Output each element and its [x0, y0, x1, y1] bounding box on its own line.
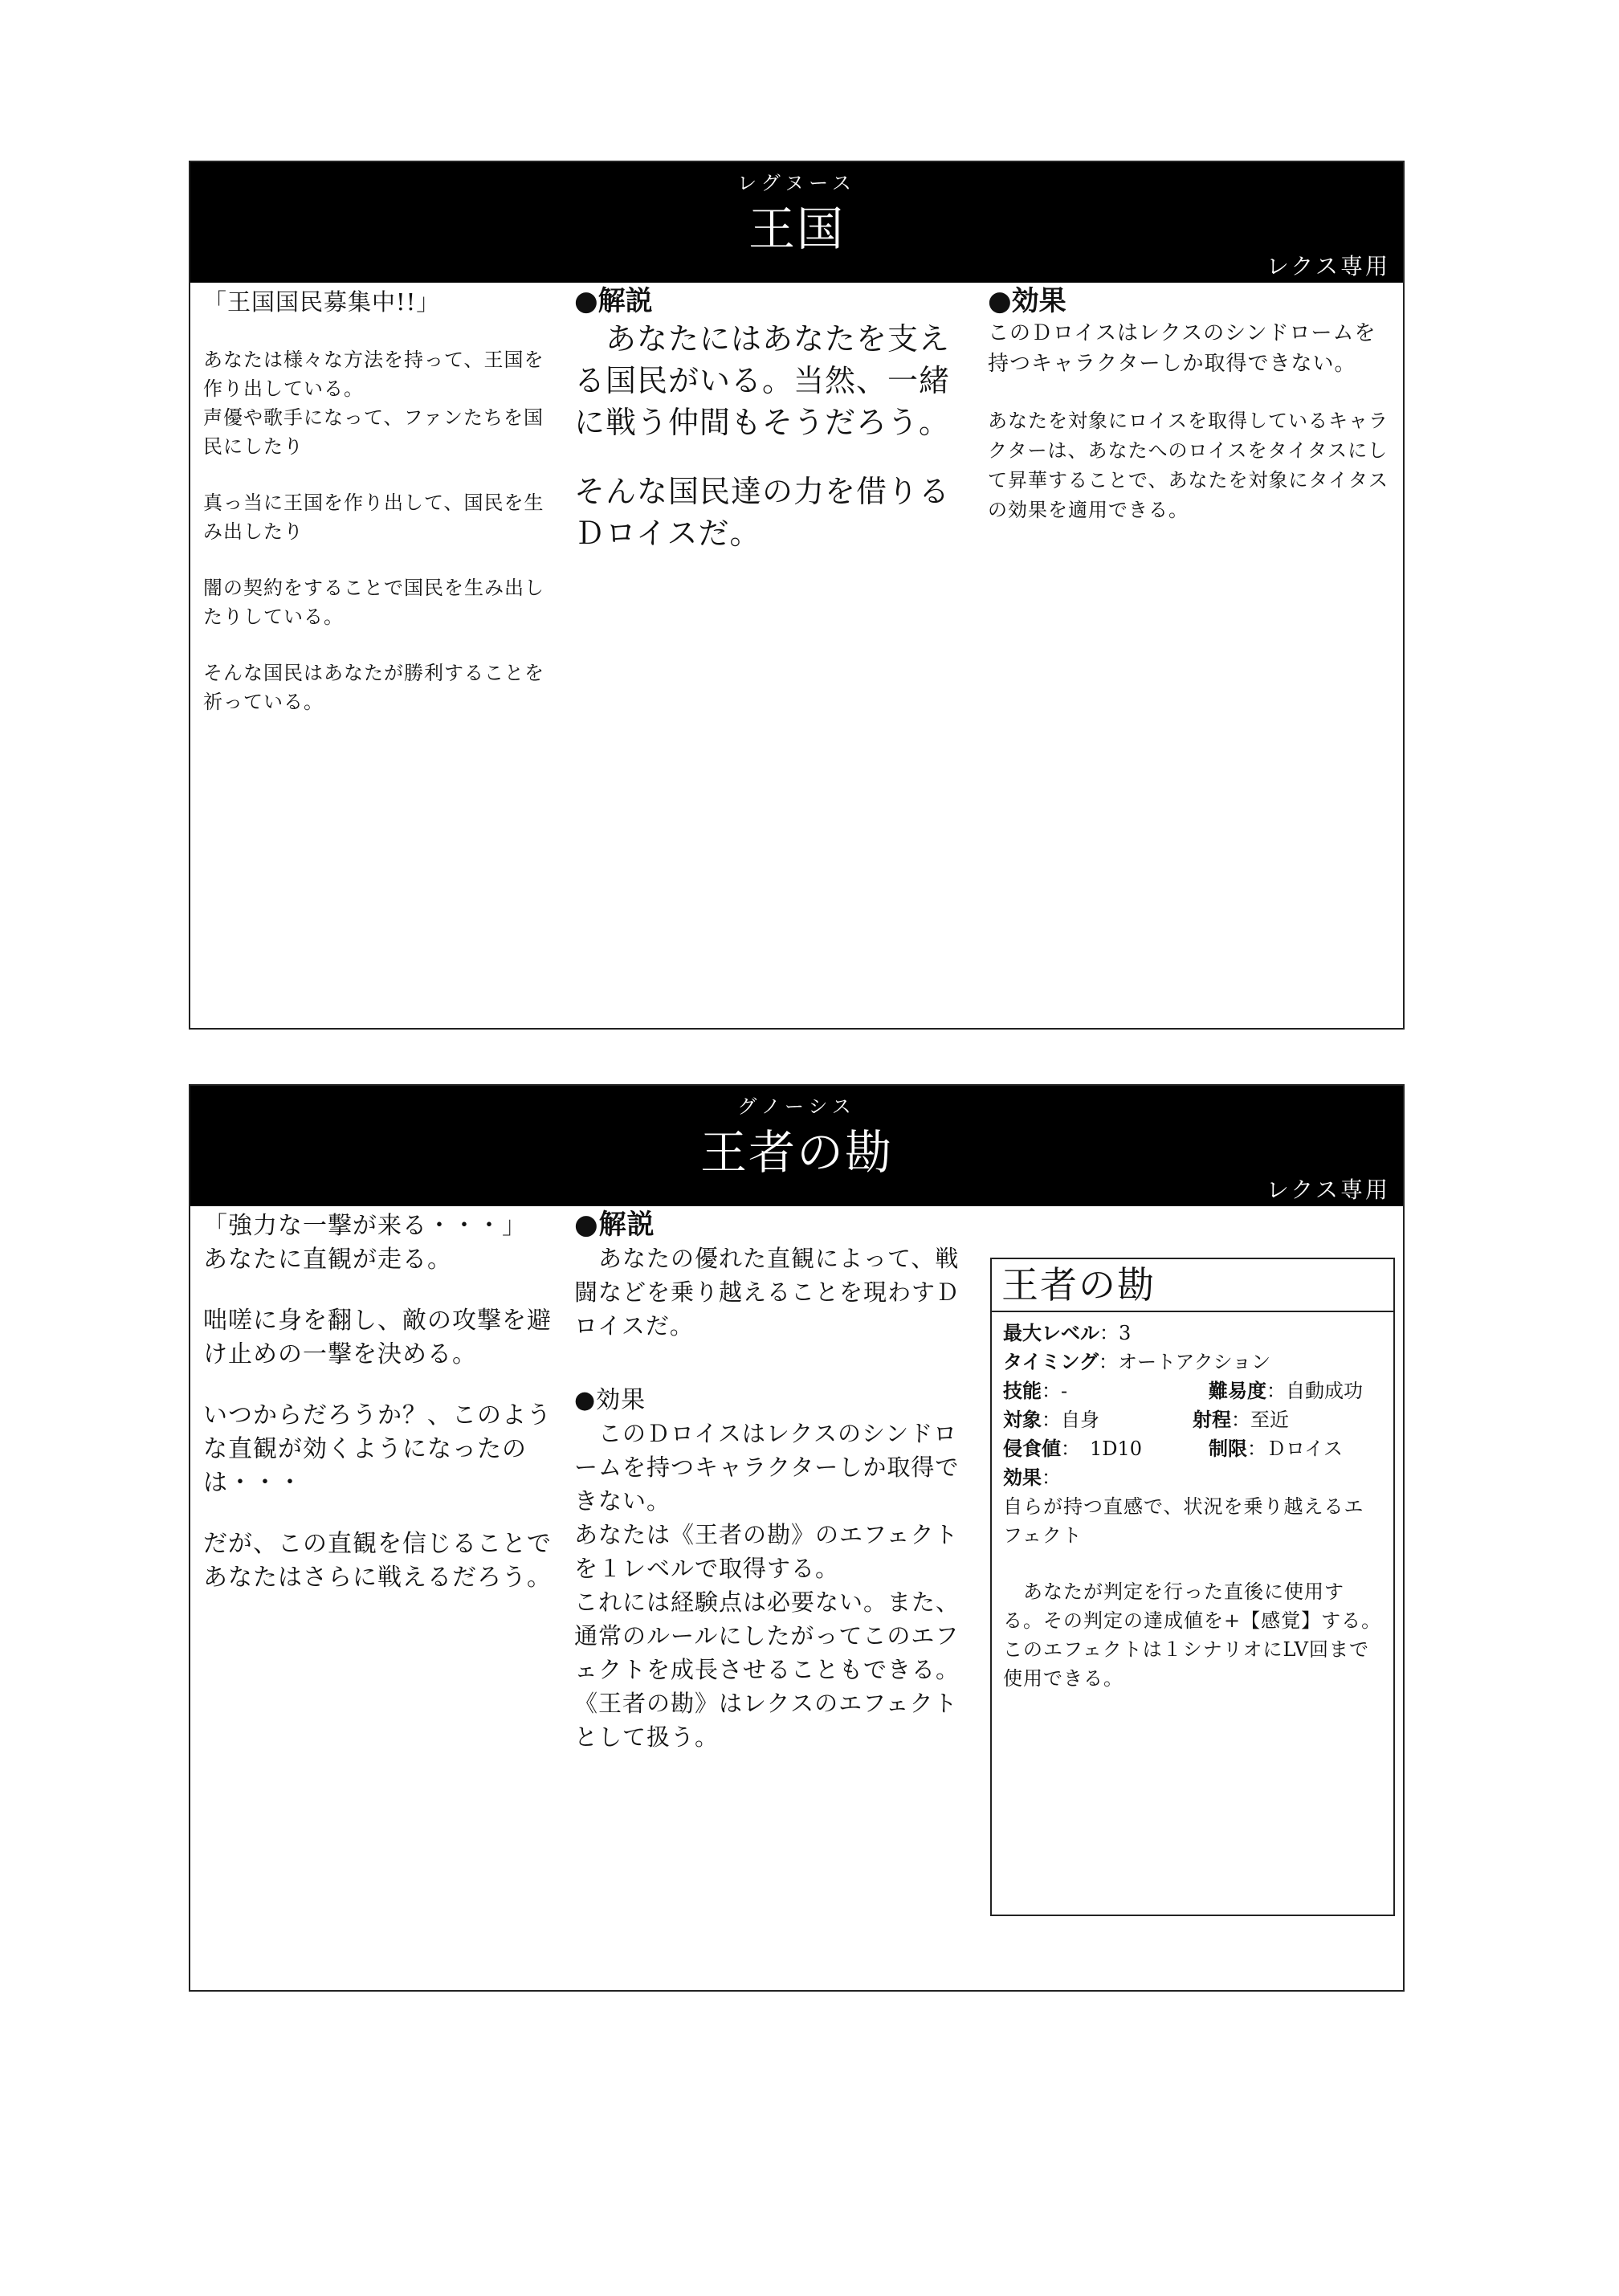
difficulty-cell: [1209, 1376, 1363, 1405]
range-label: 射程: [1193, 1409, 1231, 1431]
limit-value: ：Ｄロイス: [1247, 1438, 1344, 1460]
stat-row-max-level: [1003, 1319, 1382, 1348]
stat-row-target: [1003, 1405, 1382, 1434]
description-heading: ●解説: [574, 285, 653, 317]
flavor-paragraph: いつからだろうか？、このような直観が効くようになったのは・・・: [203, 1401, 552, 1497]
flavor-paragraph: だが、この直観を信じることであなたはさらに戦えるだろう。: [203, 1530, 552, 1592]
skill-value: ：-: [1042, 1380, 1068, 1402]
limit-cell: [1209, 1434, 1343, 1463]
effect-heading: ●効果: [574, 1386, 646, 1414]
card-title: 王者の勘: [699, 1125, 893, 1180]
skill-label: 技能: [1003, 1380, 1042, 1402]
flavor-column: [203, 1206, 557, 1595]
difficulty-value: ：自動成功: [1266, 1380, 1363, 1402]
description-text: あなたの優れた直観によって、戦闘などを乗り越えることを現わすＤロイスだ。: [574, 1245, 960, 1340]
effect-stat-box: [990, 1258, 1395, 1916]
effect-flavor-text: 自らが持つ直感で、状況を乗り越えるエフェクト: [1003, 1495, 1364, 1547]
effect-column: [988, 284, 1394, 525]
stat-row-erosion: [1003, 1434, 1382, 1463]
exclusive-tag: レクス専用: [1266, 253, 1390, 279]
flavor-paragraph: 闇の契約をすることで国民を生み出したりしている。: [203, 577, 544, 628]
effect-heading: ●効果: [988, 285, 1066, 317]
description-column: [574, 1208, 964, 1754]
effect-text: このＤロイスはレクスのシンドロームを持つキャラクターしか取得できない。: [988, 321, 1376, 376]
description-heading: ●解説: [574, 1209, 655, 1241]
target-label: 対象: [1003, 1409, 1042, 1431]
card-kings-intuition: [189, 1084, 1405, 1992]
card-header: [190, 1086, 1403, 1206]
difficulty-label: 難易度: [1209, 1380, 1266, 1402]
effect-stats: [992, 1312, 1393, 1699]
flavor-quote: 「王国国民募集中!!」: [203, 288, 441, 316]
card-kingdom: [189, 161, 1405, 1030]
timing-value: ：オートアクション: [1099, 1351, 1271, 1373]
flavor-paragraph: あなたに直観が走る。: [203, 1246, 452, 1274]
stat-row-timing: [1003, 1348, 1382, 1376]
stat-row-skill: [1003, 1376, 1382, 1405]
effect-name: 王者の勘: [992, 1259, 1393, 1312]
flavor-paragraph: 真っ当に王国を作り出して、国民を生み出したり: [203, 491, 544, 543]
flavor-paragraph: 咄嗟に身を翻し、敵の攻撃を避け止めの一撃を決める。: [203, 1307, 552, 1368]
effect-text: あなたを対象にロイスを取得しているキャラクターは、あなたへのロイスをタイタスにして昇華することで、あなたを対象にタイタスの効果を適用できる。: [988, 410, 1389, 521]
title-ruby: グノーシス: [737, 1095, 856, 1118]
description-column: [574, 284, 968, 554]
range-value: ：至近: [1231, 1409, 1289, 1431]
card-header: [190, 162, 1403, 283]
flavor-column: [203, 283, 549, 716]
effect-rules-text: あなたが判定を行った直後に使用する。その判定の達成値を+【感覚】する。 このエフェクトは１シナリオにLV回まで使用できる。: [1003, 1580, 1382, 1690]
range-cell: [1193, 1405, 1289, 1434]
stat-row-effect: [1003, 1463, 1382, 1492]
erosion-value: ： 1D10: [1061, 1438, 1143, 1460]
exclusive-tag: レクス専用: [1266, 1177, 1390, 1203]
timing-label: タイミング: [1003, 1351, 1099, 1373]
flavor-paragraph: あなたは様々な方法を持って、王国を作り出している。 声優や歌手になって、ファンたちを国民にしたり: [203, 349, 544, 458]
effect-label: 効果: [1003, 1466, 1042, 1489]
target-value: ：自身: [1042, 1409, 1099, 1431]
description-text: あなたにはあなたを支える国民がいる。当然、一緒に戦う仲間もそうだろう。: [574, 321, 951, 440]
effect-colon: ：: [1042, 1466, 1061, 1489]
title-ruby: レグヌース: [737, 172, 856, 194]
card-title: 王国: [748, 202, 845, 256]
erosion-label: 侵食値: [1003, 1438, 1061, 1460]
flavor-paragraph: そんな国民はあなたが勝利することを祈っている。: [203, 662, 544, 713]
description-text: そんな国民達の力を借りるＤロイスだ。: [574, 474, 951, 551]
limit-label: 制限: [1209, 1438, 1247, 1460]
flavor-quote: 「強力な一撃が来る・・・」: [203, 1212, 527, 1240]
effect-text: このＤロイスはレクスのシンドロームを持つキャラクターしか取得できない。 あなたは《王者の勘》のエフェクトを１レベルで取得する。 これには経験点は必要ない。また、通常のルールにしたがってこのエフェクトを成長させることもできる。 《王者の勘》はレクスのエフェクトとして扱う。: [574, 1420, 960, 1751]
max-level-value: ：3: [1099, 1322, 1132, 1344]
max-level-label: 最大レベル: [1003, 1322, 1099, 1344]
